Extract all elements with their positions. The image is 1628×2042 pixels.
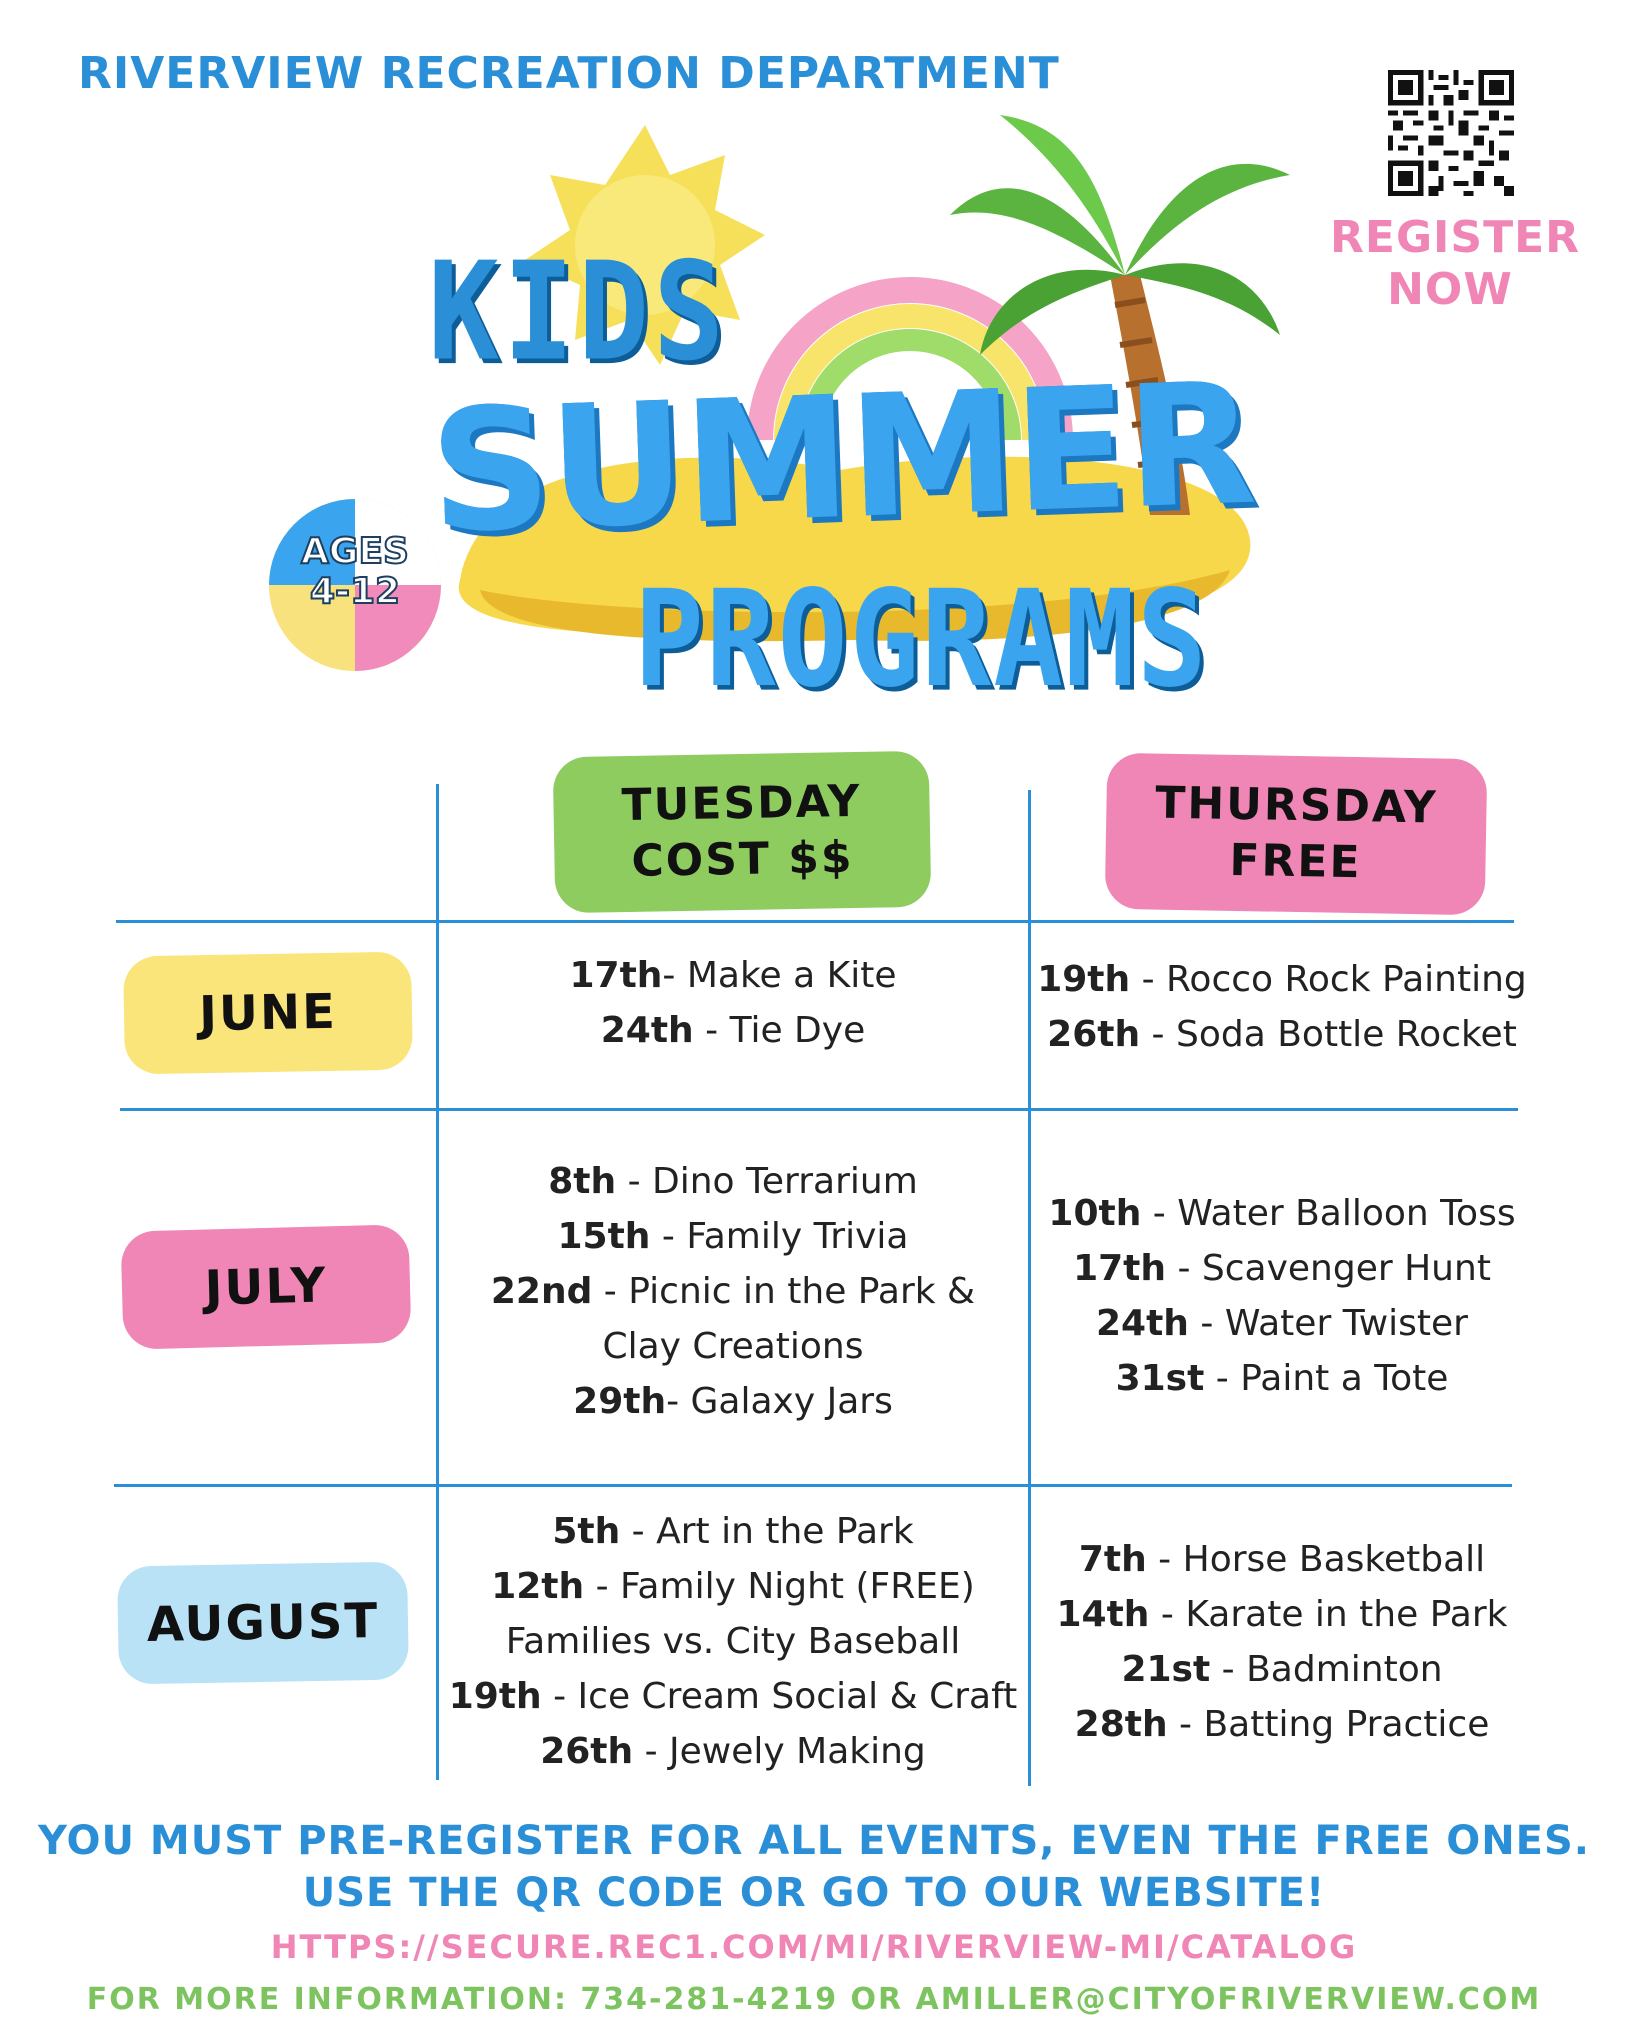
tuesday-label: TUESDAY (621, 775, 862, 832)
qr-website-notice: USE THE QR CODE OR GO TO OUR WEBSITE! (302, 1870, 1326, 1916)
event-item: 29th- Galaxy Jars (573, 1381, 893, 1422)
june-thursday-events (1032, 952, 1532, 1062)
event-item: 26th - Soda Bottle Rocket (1047, 1014, 1517, 1055)
grid-horizontal-2 (120, 1108, 1518, 1111)
june-tuesday-events (440, 948, 1026, 1058)
event-item: 22nd - Picnic in the Park & (490, 1271, 976, 1312)
organization-title: RIVERVIEW RECREATION DEPARTMENT (78, 48, 1060, 99)
grid-vertical-right (1028, 790, 1031, 1786)
programs-title: PROGRAMS (634, 562, 1209, 718)
july-tuesday-events (440, 1154, 1026, 1429)
month-august (117, 1561, 409, 1684)
thursday-label: THURSDAY (1154, 777, 1439, 834)
thursday-free: FREE (1229, 834, 1362, 889)
month-june (123, 951, 413, 1074)
ages-badge (272, 532, 438, 612)
contact-info: FOR MORE INFORMATION: 734-281-4219 OR AMILLER@CITYOFRIVERVIEW.COM (86, 1982, 1542, 2017)
event-item: 19th - Ice Cream Social & Craft (448, 1676, 1018, 1717)
event-item: 17th - Scavenger Hunt (1073, 1248, 1491, 1289)
tuesday-cost: COST $$ (631, 832, 854, 887)
tuesday-header (553, 751, 932, 914)
event-item: 21st - Badminton (1121, 1649, 1443, 1690)
event-item: 7th - Horse Basketball (1078, 1539, 1486, 1580)
event-item: 17th- Make a Kite (569, 955, 897, 996)
august-thursday-events (1032, 1532, 1532, 1752)
event-item: 24th - Tie Dye (600, 1010, 866, 1051)
register-now-label (1330, 212, 1581, 316)
event-item: 24th - Water Twister (1096, 1303, 1468, 1344)
month-july (121, 1224, 412, 1349)
month-june-label: JUNE (198, 983, 338, 1043)
ages-line1: AGES (301, 531, 409, 572)
august-tuesday-events (440, 1504, 1026, 1779)
event-item: 8th - Dino Terrarium (548, 1161, 918, 1202)
july-thursday-events (1032, 1186, 1532, 1406)
event-item: 31st - Paint a Tote (1115, 1358, 1449, 1399)
event-item: 5th - Art in the Park (552, 1511, 914, 1552)
event-item: 15th - Family Trivia (557, 1216, 909, 1257)
event-item: 28th - Batting Practice (1074, 1704, 1490, 1745)
qr-code-icon[interactable] (1388, 70, 1514, 196)
month-august-label: AUGUST (146, 1592, 380, 1654)
event-item: 19th - Rocco Rock Painting (1037, 959, 1527, 1000)
thursday-header (1105, 753, 1488, 916)
ages-line2: 4-12 (309, 571, 401, 612)
register-line1: REGISTER (1330, 212, 1581, 263)
register-line2: NOW (1387, 264, 1513, 315)
event-item: 14th - Karate in the Park (1056, 1594, 1508, 1635)
kids-title: KIDS (428, 232, 729, 391)
event-item: 10th - Water Balloon Toss (1048, 1193, 1516, 1234)
preregister-notice: YOU MUST PRE-REGISTER FOR ALL EVENTS, EVEN THE FREE ONES. (37, 1818, 1591, 1864)
grid-horizontal-3 (114, 1484, 1512, 1487)
event-item: Clay Creations (602, 1326, 864, 1367)
event-item: Families vs. City Baseball (505, 1621, 961, 1662)
month-july-label: JULY (203, 1257, 329, 1317)
grid-horizontal-1 (116, 920, 1514, 923)
event-item: 12th - Family Night (FREE) (491, 1566, 975, 1607)
summer-title: SUMMER (426, 345, 1258, 571)
grid-vertical-left (436, 784, 439, 1780)
registration-url-link[interactable]: HTTPS://SECURE.REC1.COM/MI/RIVERVIEW-MI/CATALOG (270, 1928, 1358, 1966)
event-item: 26th - Jewely Making (540, 1731, 926, 1772)
